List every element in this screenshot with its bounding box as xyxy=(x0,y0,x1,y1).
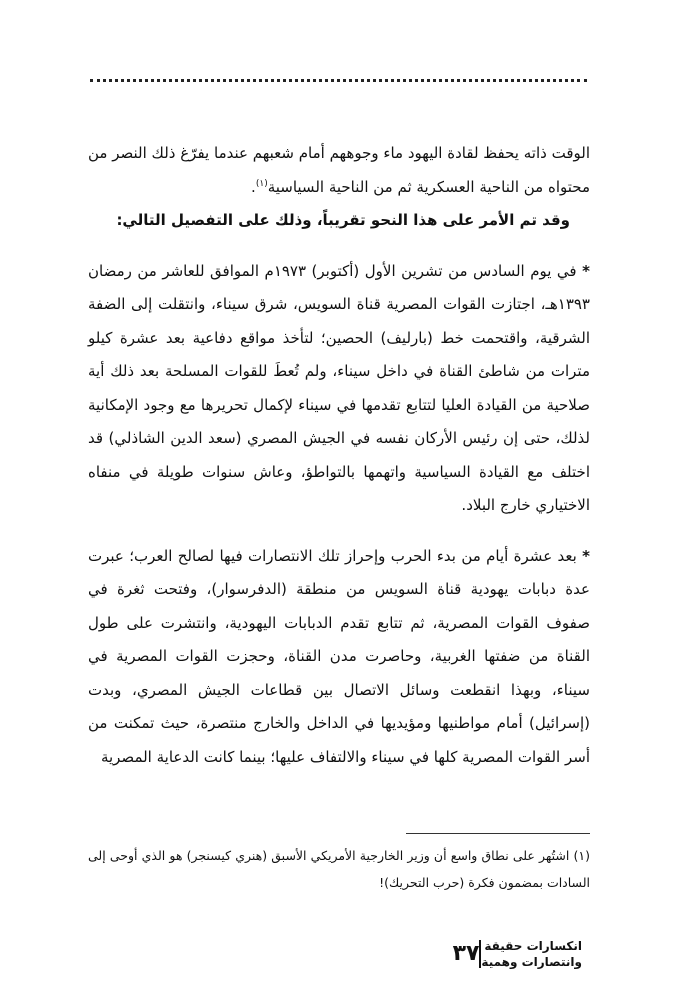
star-bullet: * xyxy=(582,261,590,280)
paragraph-4-text: بعد عشرة أيام من بدء الحرب وإحراز تلك الانتصارات فيها لصالح العرب؛ عبرت عدة دبابات يهودية قناة السويس من منطقة (الدفرسوار)، وفتحت ثغرة في صفوف القوات المصرية، ثم تتابع تقدم الدبابات اليهودية، وانتشرت على طول القناة من ضفتها الغربية، وحاصرت مدن القناة، وحجزت القوات المصرية في سيناء، وبهذا انقطعت وسائل الاتصال بين قطاعات الجيش المصري، وبدت (إسرائيل) أمام مواطنيها ومؤيديها في الداخل والخارج منتصرة، حيث تمكنت من أسر القوات المصرية كلها في سيناء والالتفاف عليها؛ بينما كانت الدعاية المصرية xyxy=(88,546,590,766)
footnote-reference: (١) xyxy=(255,178,268,189)
footer-divider xyxy=(479,940,481,968)
paragraph-2-heading: وقد تم الأمر على هذا النحو تقريباً، وذلك على التفصيل التالي: xyxy=(116,211,570,229)
paragraph-1-end: . xyxy=(251,177,256,196)
paragraph-1 xyxy=(88,137,590,204)
paragraph-1-text: الوقت ذاته يحفظ لقادة اليهود ماء وجوههم أمام شعبهم عندما يفرّغ ذلك النصر من محتواه من الناحية العسكرية ثم من الناحية السياسية xyxy=(88,144,590,196)
footnote xyxy=(88,842,590,896)
header-dotted-rule xyxy=(90,79,587,82)
paragraph-3-text: في يوم السادس من تشرين الأول (أكتوبر) ١٩٧٣م الموافق للعاشر من رمضان ١٣٩٣هـ، اجتازت القوات المصرية قناة السويس، شرق سيناء، وانتقلت إلى الضفة الشرقية، واقتحمت خط (بارليف) الحصين؛ لتأخذ مواقع دفاعية بعد عشرة كيلو مترات من شاطئ القناة في داخل سيناء، ولم تُعطَ للقوات المسلحة بعد ذلك أية صلاحية من القيادة العليا لتتابع تقدمها في سيناء لإكمال تحريرها مع وجود الإمكانية لذلك، حتى إن رئيس الأركان نفسه في الجيش المصري (سعد الدين الشاذلي) قد اختلف مع القيادة السياسية واتهمها بالتواطؤ، وعاش سنوات طويلة في منفاه الاختياري خارج البلاد. xyxy=(88,261,590,514)
main-text xyxy=(88,137,590,774)
footnote-separator xyxy=(406,833,590,834)
book-title xyxy=(481,938,590,970)
paragraph-3 xyxy=(88,255,590,523)
page-number: ٣٧ xyxy=(452,941,480,966)
paragraph-4 xyxy=(88,540,590,775)
page-footer xyxy=(443,938,590,970)
book-title-line-1: انكسارات حقيقة xyxy=(484,939,582,953)
star-bullet: * xyxy=(582,546,590,565)
book-title-line-2: وانتصارات وهمية xyxy=(481,955,582,969)
footnote-text: (١) اشتُهر على نطاق واسع أن وزير الخارجية الأمريكي الأسبق (هنري كيسنجر) هو الذي أوحى إلى السادات بمضمون فكرة (حرب التحريك)! xyxy=(88,848,590,890)
